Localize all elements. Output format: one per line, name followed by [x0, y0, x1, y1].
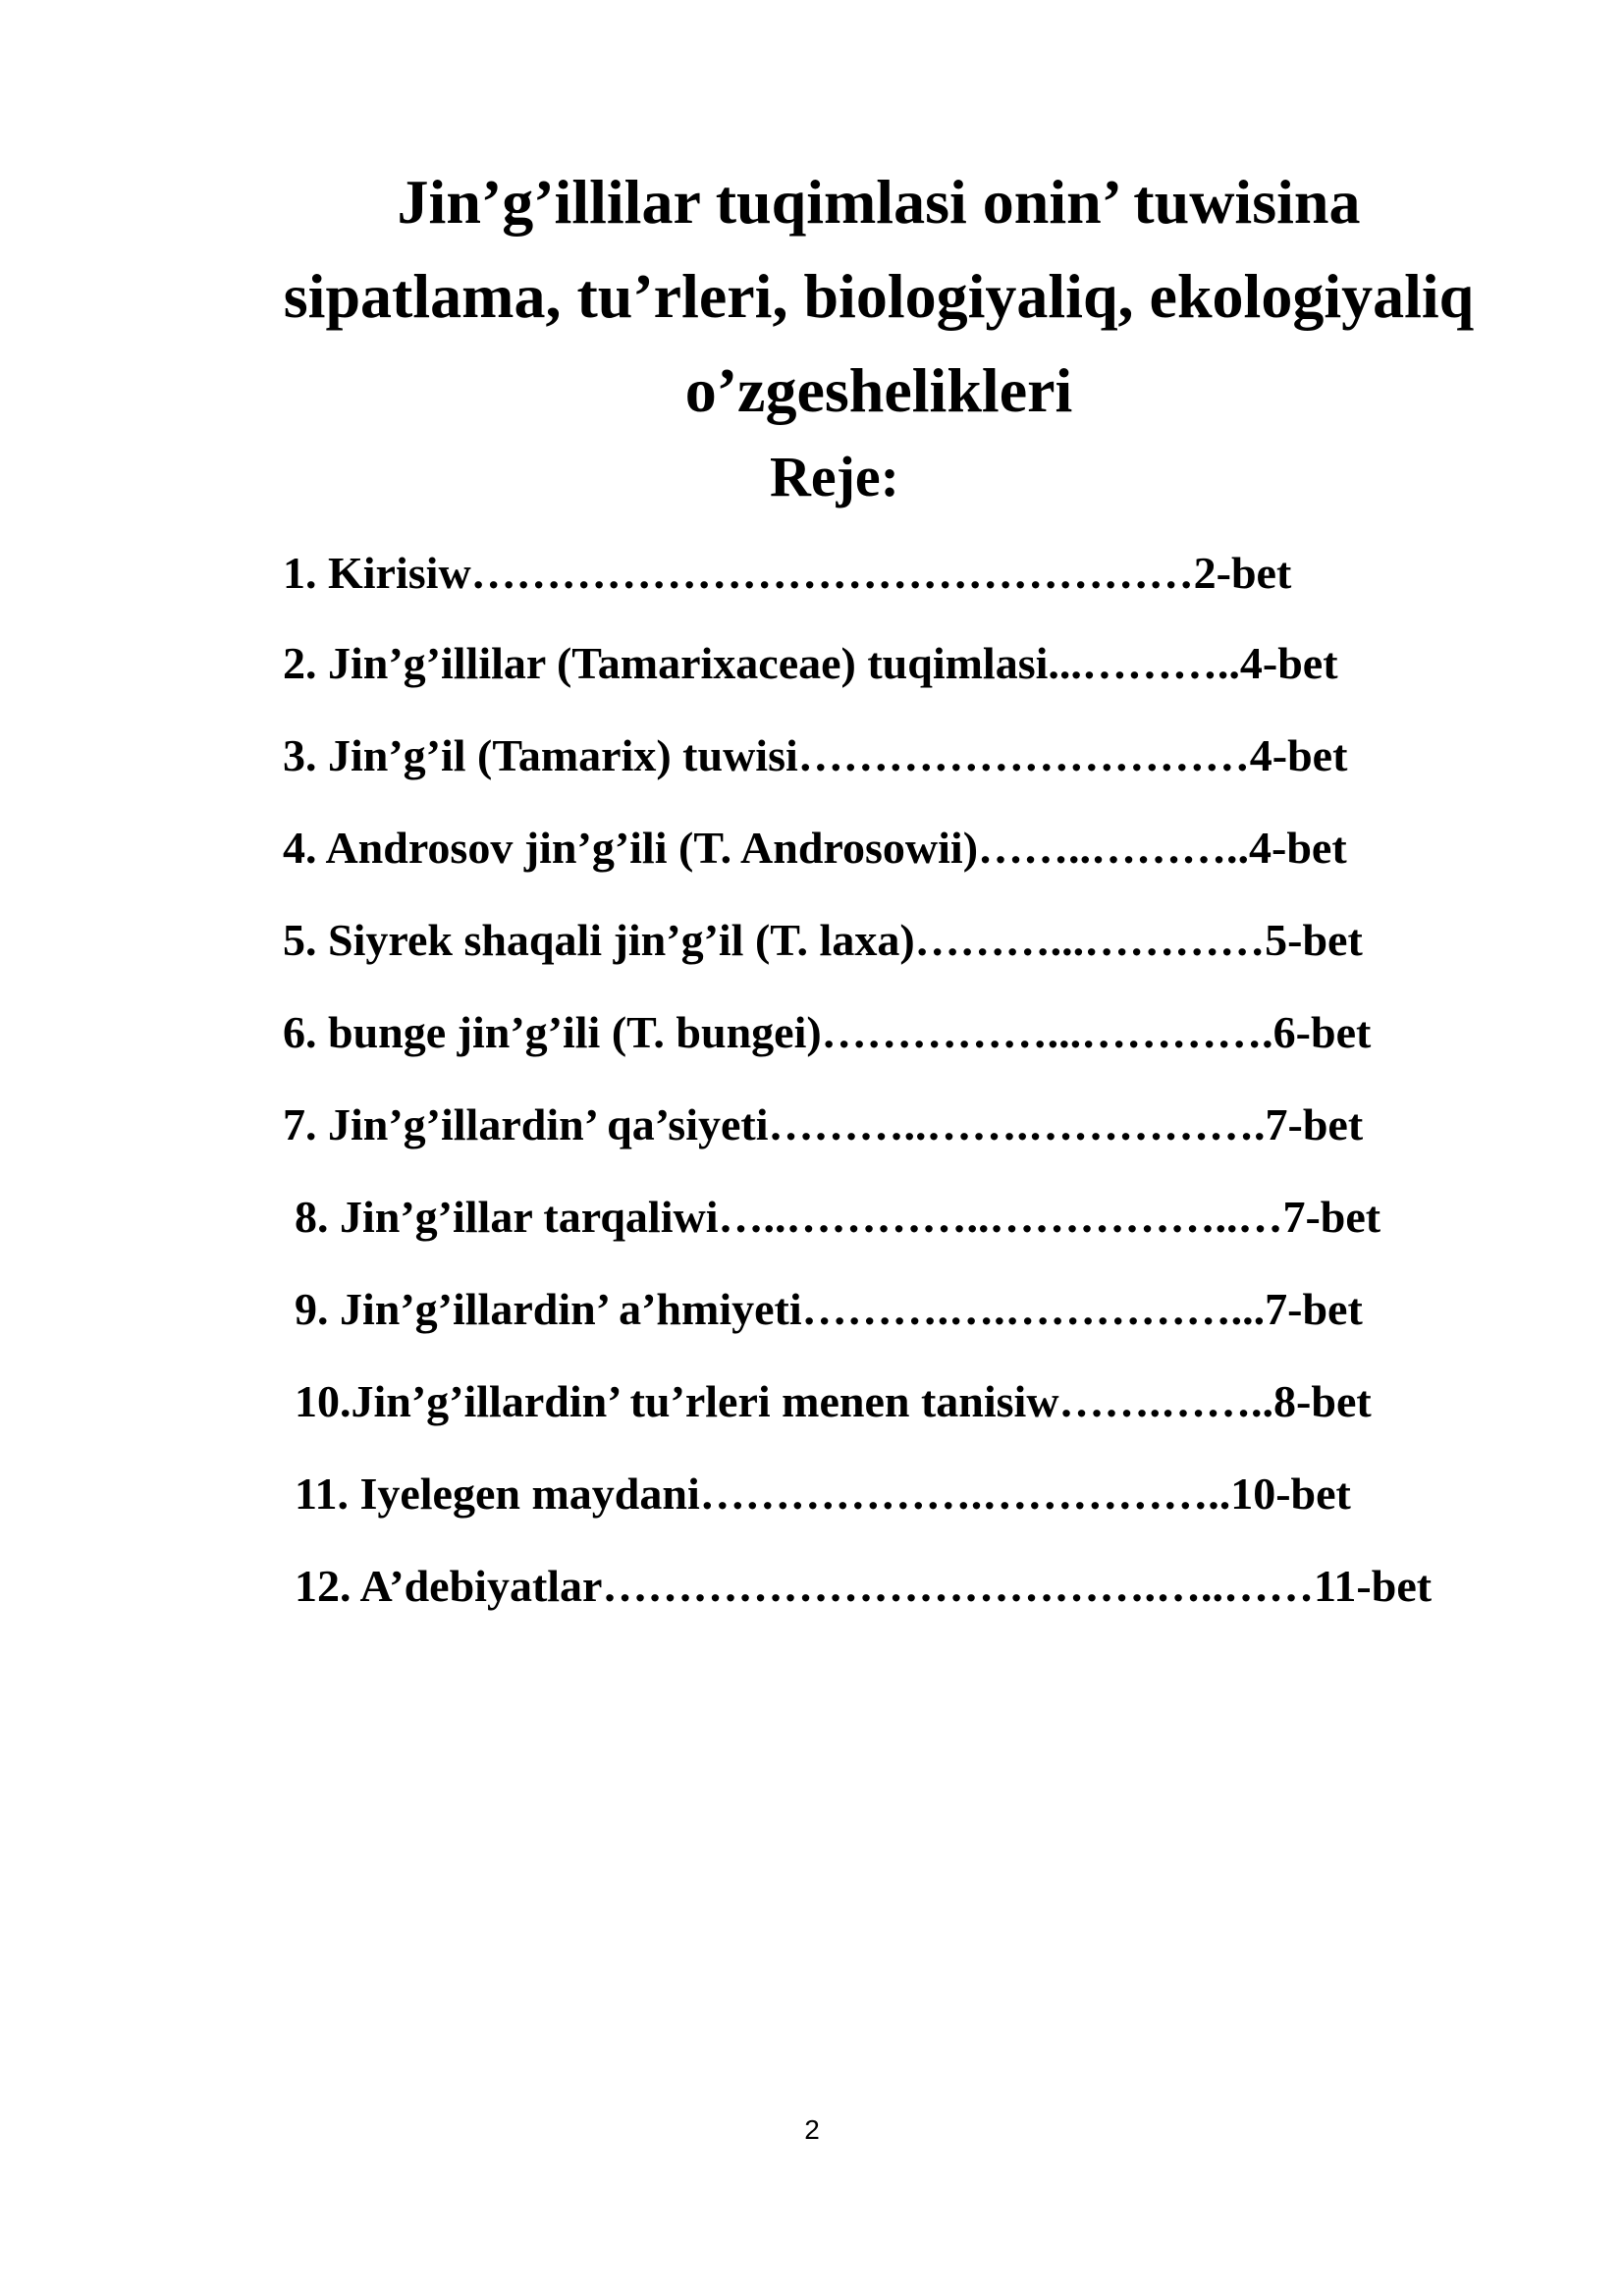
- toc-item-9: 9. Jin’g’illardin’ a’hmiyeti……….….……………...7-bet: [295, 1284, 1363, 1334]
- page-number: 2: [804, 2114, 820, 2145]
- plan-heading: Reje:: [769, 445, 899, 508]
- title-line-1: Jin’g’illilar tuqimlasi onin’ tuwisina: [397, 167, 1361, 237]
- toc-item-10: 10.Jin’g’illardin’ tu’rleri menen tanisiw…….……..8-bet: [295, 1376, 1372, 1426]
- toc-item-5: 5. Siyrek shaqali jin’g’il (T. laxa)………...…………5-bet: [283, 915, 1363, 965]
- toc-item-2: 2. Jin’g’illilar (Tamarixaceae) tuqimlasi...………..4-bet: [283, 638, 1338, 688]
- toc-item-12: 12. A’debiyatlar……………………………….…..……11-bet: [295, 1561, 1433, 1611]
- toc-item-11: 11. Iyelegen maydani……………….……………..10-bet: [295, 1468, 1351, 1519]
- toc-item-4: 4. Androsov jin’g’ili (T. Androsowii)……..………..4-bet: [283, 823, 1347, 873]
- toc-item-7: 7. Jin’g’illardin’ qa’siyeti………..…….…………….7-bet: [283, 1099, 1364, 1149]
- toc-item-8: 8. Jin’g’illar tarqaliwi…..…………..……………..…7-bet: [295, 1192, 1381, 1242]
- title-line-3: o’zgeshelikleri: [684, 355, 1073, 425]
- toc-item-6: 6. bunge jin’g’ili (T. bungei)……………...………….6-bet: [283, 1007, 1372, 1057]
- title-line-2: sipatlama, tu’rleri, biologiyaliq, ekologiyaliq: [283, 261, 1475, 331]
- toc-item-3: 3. Jin’g’il (Tamarix) tuwisi…………………………4-bet: [283, 730, 1348, 780]
- toc-item-1: 1. Kirisiw…………………………………………2-bet: [283, 548, 1292, 598]
